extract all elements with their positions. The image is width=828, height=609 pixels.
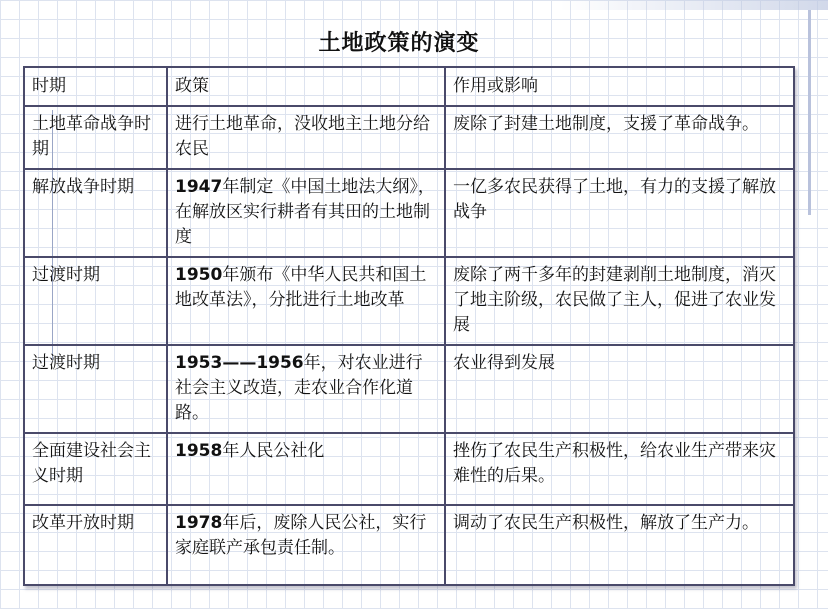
effect-cell: 挫伤了农民生产积极性，给农业生产带来灾难性的后果。	[445, 433, 794, 505]
header-period: 时期	[24, 67, 167, 106]
policy-text: 年，对农业进行社会主义改造，走农业合作化道路。	[175, 353, 423, 423]
table-row	[24, 505, 794, 585]
page-title: 土地政策的演变	[318, 31, 480, 56]
policy-year: 1947	[175, 177, 223, 197]
table-row	[24, 345, 794, 433]
period-cell: 解放战争时期	[24, 169, 167, 257]
policy-cell	[167, 169, 445, 257]
effect-cell: 废除了两千多年的封建剥削土地制度，消灭了地主阶级，农民做了主人，促进了农业发展	[445, 257, 794, 345]
policy-text: 进行土地革命，没收地主土地分给农民	[175, 114, 430, 159]
decorative-top-band	[560, 0, 828, 10]
policy-year: 1978	[175, 513, 223, 533]
table-header-row	[24, 67, 794, 106]
table-row	[24, 169, 794, 257]
period-cell: 过渡时期	[24, 345, 167, 433]
policy-text: 年制定《中国土地法大纲》，在解放区实行耕者有其田的土地制度	[175, 177, 435, 247]
table-row	[24, 106, 794, 169]
policy-year: 1950	[175, 265, 223, 285]
period-cell: 土地革命战争时期	[24, 106, 167, 169]
policy-text: 年人民公社化	[222, 441, 325, 461]
header-effect: 作用或影响	[445, 67, 794, 106]
policy-cell	[167, 106, 445, 169]
effect-cell: 废除了封建土地制度，支援了革命战争。	[445, 106, 794, 169]
effect-cell: 一亿多农民获得了土地，有力的支援了解放战争	[445, 169, 794, 257]
policy-cell	[167, 433, 445, 505]
header-policy: 政策	[167, 67, 445, 106]
period-cell: 过渡时期	[24, 257, 167, 345]
policy-year: 1953——1956	[175, 353, 304, 373]
table-row	[24, 257, 794, 345]
period-cell: 改革开放时期	[24, 505, 167, 585]
effect-cell: 调动了农民生产积极性，解放了生产力。	[445, 505, 794, 585]
policy-cell	[167, 345, 445, 433]
policy-text: 年颁布《中华人民共和国土地改革法》，分批进行土地改革	[175, 265, 427, 310]
period-cell: 全面建设社会主义时期	[24, 433, 167, 505]
effect-cell: 农业得到发展	[445, 345, 794, 433]
policy-cell	[167, 505, 445, 585]
table-row	[24, 433, 794, 505]
land-policy-table	[23, 66, 795, 586]
policy-text: 年后，废除人民公社，实行家庭联产承包责任制。	[175, 513, 427, 558]
policy-year: 1958	[175, 441, 223, 461]
policy-cell	[167, 257, 445, 345]
